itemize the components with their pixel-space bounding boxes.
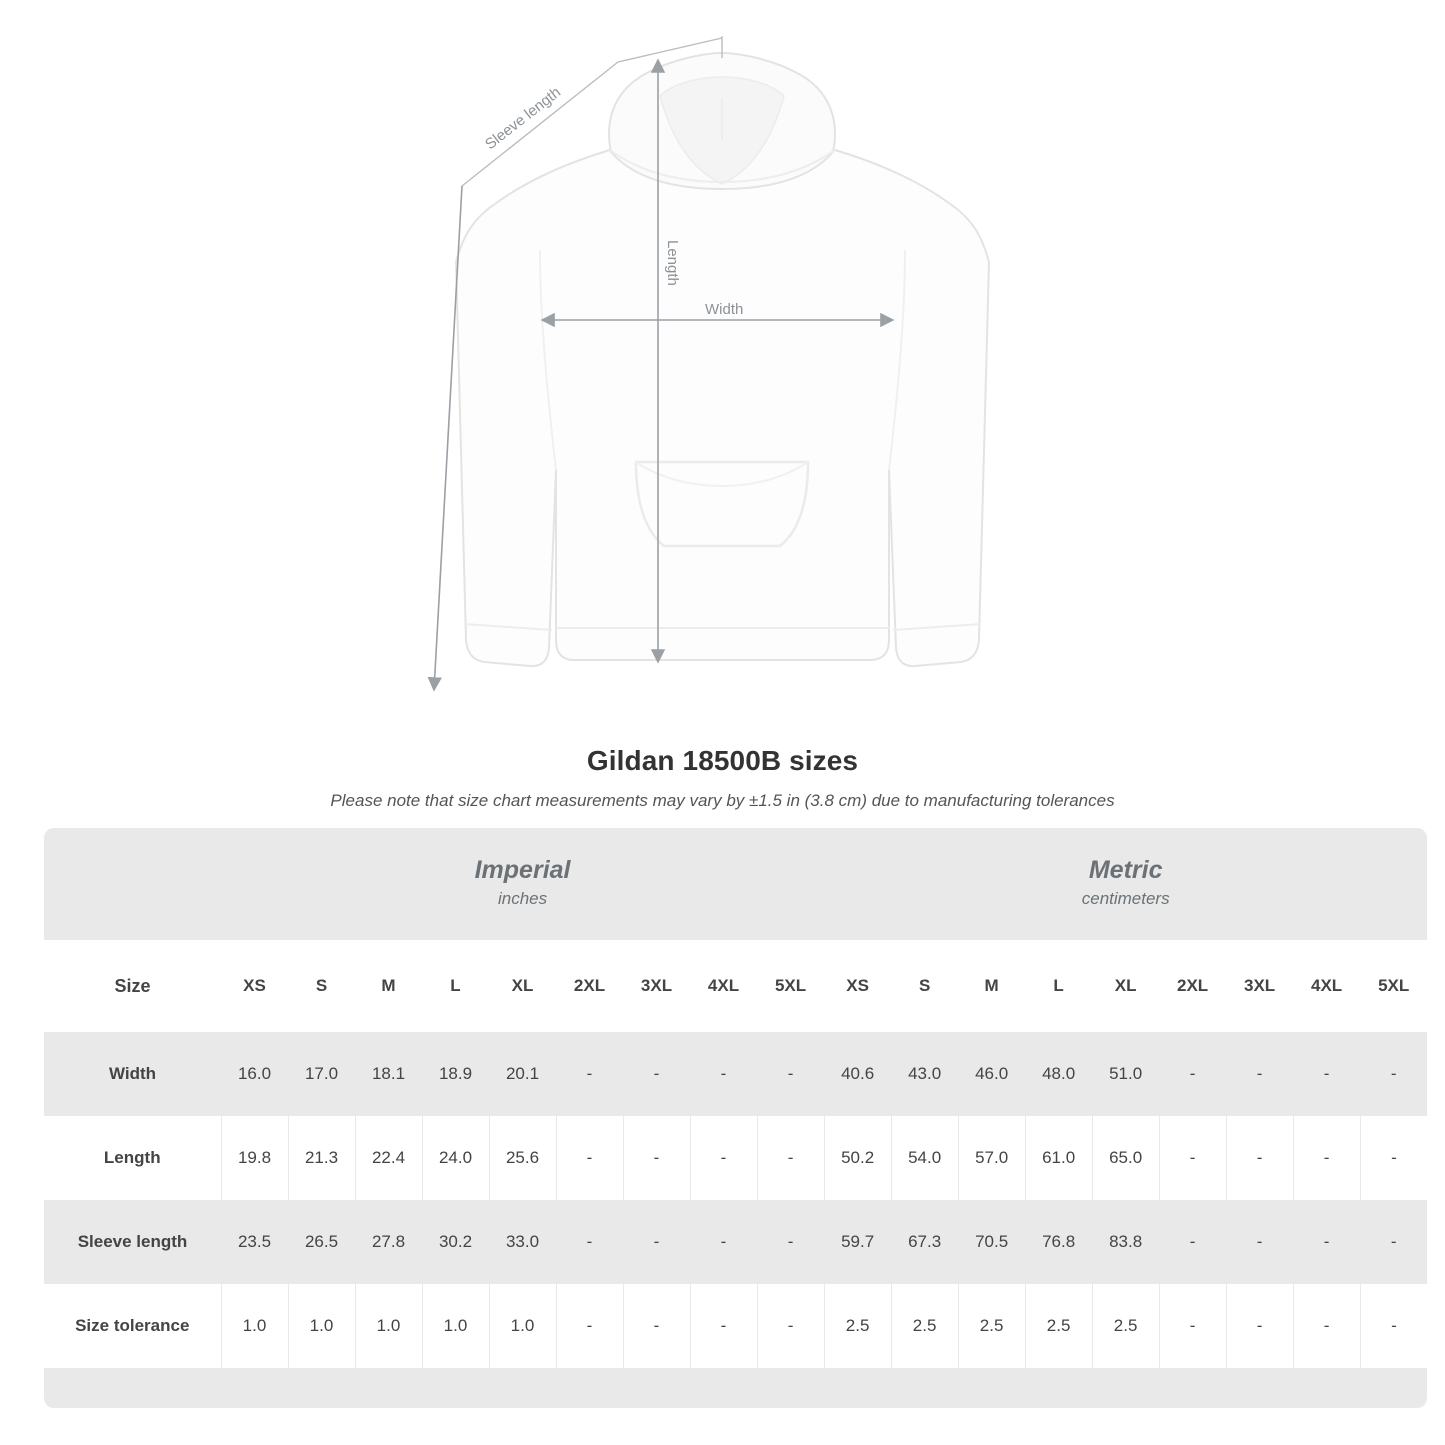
table-row (44, 1032, 1427, 1116)
cell-tolerance-imperial-xl: 1.0 (489, 1284, 556, 1368)
length-label: Length (664, 240, 681, 286)
cell-tolerance-metric-l: 2.5 (1025, 1284, 1092, 1368)
table-footer-band (44, 1368, 1427, 1408)
col-header-metric-5xl: 5XL (1360, 940, 1427, 1032)
cell-sleeve-metric-xl: 83.8 (1092, 1200, 1159, 1284)
cell-tolerance-imperial-s: 1.0 (288, 1284, 355, 1368)
cell-width-imperial-xs: 16.0 (221, 1032, 288, 1116)
cell-length-metric-m: 57.0 (958, 1116, 1025, 1200)
cell-sleeve-imperial-4xl: - (690, 1200, 757, 1284)
cell-width-imperial-4xl: - (690, 1032, 757, 1116)
cell-length-imperial-l: 24.0 (422, 1116, 489, 1200)
cell-sleeve-imperial-l: 30.2 (422, 1200, 489, 1284)
unit-corner-cell (44, 828, 221, 940)
col-header-metric-4xl: 4XL (1293, 940, 1360, 1032)
sleeve-length-arrow (434, 186, 462, 690)
cell-tolerance-metric-m: 2.5 (958, 1284, 1025, 1368)
cell-length-metric-l: 61.0 (1025, 1116, 1092, 1200)
cell-sleeve-imperial-m: 27.8 (355, 1200, 422, 1284)
cell-length-imperial-3xl: - (623, 1116, 690, 1200)
col-header-imperial-xl: XL (489, 940, 556, 1032)
size-table-wrapper (44, 828, 1410, 1408)
cell-tolerance-imperial-xs: 1.0 (221, 1284, 288, 1368)
cell-tolerance-imperial-2xl: - (556, 1284, 623, 1368)
table-row (44, 1200, 1427, 1284)
col-header-metric-3xl: 3XL (1226, 940, 1293, 1032)
tolerance-note: Please note that size chart measurements may vary by ±1.5 in (3.8 cm) due to manufacturing tolerances (330, 791, 1115, 810)
size-table (44, 828, 1427, 1408)
cell-length-imperial-s: 21.3 (288, 1116, 355, 1200)
imperial-sub-label: inches (497, 889, 548, 909)
imperial-group-header (221, 828, 824, 940)
cell-length-metric-3xl: - (1226, 1116, 1293, 1200)
cell-sleeve-metric-l: 76.8 (1025, 1200, 1092, 1284)
cell-sleeve-imperial-xs: 23.5 (221, 1200, 288, 1284)
row-label-sleeve-length: Sleeve length (44, 1200, 221, 1284)
cell-length-imperial-xs: 19.8 (221, 1116, 288, 1200)
cell-tolerance-metric-4xl: - (1293, 1284, 1360, 1368)
cell-sleeve-metric-m: 70.5 (958, 1200, 1025, 1284)
row-label-size-tolerance: Size tolerance (44, 1284, 221, 1368)
col-header-metric-s: S (891, 940, 958, 1032)
hoodie-shape (456, 150, 989, 666)
cell-sleeve-imperial-xl: 33.0 (489, 1200, 556, 1284)
cell-width-imperial-3xl: - (623, 1032, 690, 1116)
cell-sleeve-metric-4xl: - (1293, 1200, 1360, 1284)
cell-width-metric-xl: 51.0 (1092, 1032, 1159, 1116)
cell-width-metric-3xl: - (1226, 1032, 1293, 1116)
table-row (44, 1116, 1427, 1200)
garment-illustration (0, 0, 1445, 720)
col-header-imperial-s: S (288, 940, 355, 1032)
cell-length-metric-5xl: - (1360, 1116, 1427, 1200)
row-label-length: Length (44, 1116, 221, 1200)
cell-sleeve-imperial-3xl: - (623, 1200, 690, 1284)
cell-width-metric-xs: 40.6 (824, 1032, 891, 1116)
cell-width-metric-2xl: - (1159, 1032, 1226, 1116)
col-header-imperial-3xl: 3XL (623, 940, 690, 1032)
metric-label: Metric (1088, 856, 1163, 885)
cell-tolerance-imperial-m: 1.0 (355, 1284, 422, 1368)
col-header-imperial-4xl: 4XL (690, 940, 757, 1032)
cell-width-imperial-s: 17.0 (288, 1032, 355, 1116)
col-header-metric-2xl: 2XL (1159, 940, 1226, 1032)
cell-length-metric-xl: 65.0 (1092, 1116, 1159, 1200)
col-header-imperial-l: L (422, 940, 489, 1032)
cell-length-metric-xs: 50.2 (824, 1116, 891, 1200)
cell-width-metric-s: 43.0 (891, 1032, 958, 1116)
metric-group-header (824, 828, 1427, 940)
cell-sleeve-metric-xs: 59.7 (824, 1200, 891, 1284)
cell-width-metric-l: 48.0 (1025, 1032, 1092, 1116)
cell-tolerance-imperial-l: 1.0 (422, 1284, 489, 1368)
cell-sleeve-imperial-s: 26.5 (288, 1200, 355, 1284)
table-row (44, 1284, 1427, 1368)
col-header-imperial-2xl: 2XL (556, 940, 623, 1032)
table-footer-cell (44, 1368, 1427, 1408)
cell-sleeve-metric-3xl: - (1226, 1200, 1293, 1284)
cell-width-imperial-xl: 20.1 (489, 1032, 556, 1116)
cell-sleeve-metric-2xl: - (1159, 1200, 1226, 1284)
cell-width-metric-4xl: - (1293, 1032, 1360, 1116)
cell-tolerance-imperial-5xl: - (757, 1284, 824, 1368)
cell-tolerance-metric-xs: 2.5 (824, 1284, 891, 1368)
cell-tolerance-imperial-3xl: - (623, 1284, 690, 1368)
col-header-metric-m: M (958, 940, 1025, 1032)
col-header-imperial-xs: XS (221, 940, 288, 1032)
size-header-label: Size (44, 940, 221, 1032)
cell-length-metric-s: 54.0 (891, 1116, 958, 1200)
unit-header-row (44, 828, 1427, 940)
cell-sleeve-metric-5xl: - (1360, 1200, 1427, 1284)
cell-width-metric-m: 46.0 (958, 1032, 1025, 1116)
col-header-metric-l: L (1025, 940, 1092, 1032)
cell-tolerance-metric-xl: 2.5 (1092, 1284, 1159, 1368)
cell-width-imperial-2xl: - (556, 1032, 623, 1116)
cell-tolerance-metric-5xl: - (1360, 1284, 1427, 1368)
cell-tolerance-metric-3xl: - (1226, 1284, 1293, 1368)
cell-length-imperial-4xl: - (690, 1116, 757, 1200)
cell-width-imperial-5xl: - (757, 1032, 824, 1116)
sleeve-length-label: Sleeve length (481, 83, 565, 154)
width-label: Width (705, 301, 744, 318)
col-header-imperial-m: M (355, 940, 422, 1032)
size-header-row (44, 940, 1427, 1032)
row-label-width: Width (44, 1032, 221, 1116)
imperial-label: Imperial (474, 856, 571, 885)
col-header-metric-xl: XL (1092, 940, 1159, 1032)
cell-length-imperial-xl: 25.6 (489, 1116, 556, 1200)
col-header-metric-xs: XS (824, 940, 891, 1032)
cell-length-imperial-5xl: - (757, 1116, 824, 1200)
metric-sub-label: centimeters (1081, 889, 1170, 909)
col-header-imperial-5xl: 5XL (757, 940, 824, 1032)
cell-tolerance-metric-2xl: - (1159, 1284, 1226, 1368)
cell-tolerance-imperial-4xl: - (690, 1284, 757, 1368)
cell-sleeve-imperial-2xl: - (556, 1200, 623, 1284)
cell-sleeve-imperial-5xl: - (757, 1200, 824, 1284)
cell-width-imperial-m: 18.1 (355, 1032, 422, 1116)
cell-length-imperial-m: 22.4 (355, 1116, 422, 1200)
cell-length-metric-4xl: - (1293, 1116, 1360, 1200)
cell-sleeve-metric-s: 67.3 (891, 1200, 958, 1284)
cell-width-imperial-l: 18.9 (422, 1032, 489, 1116)
chart-heading-block (0, 745, 1445, 811)
page-title: Gildan 18500B sizes (586, 745, 859, 776)
cell-width-metric-5xl: - (1360, 1032, 1427, 1116)
cell-length-imperial-2xl: - (556, 1116, 623, 1200)
cell-tolerance-metric-s: 2.5 (891, 1284, 958, 1368)
cell-length-metric-2xl: - (1159, 1116, 1226, 1200)
